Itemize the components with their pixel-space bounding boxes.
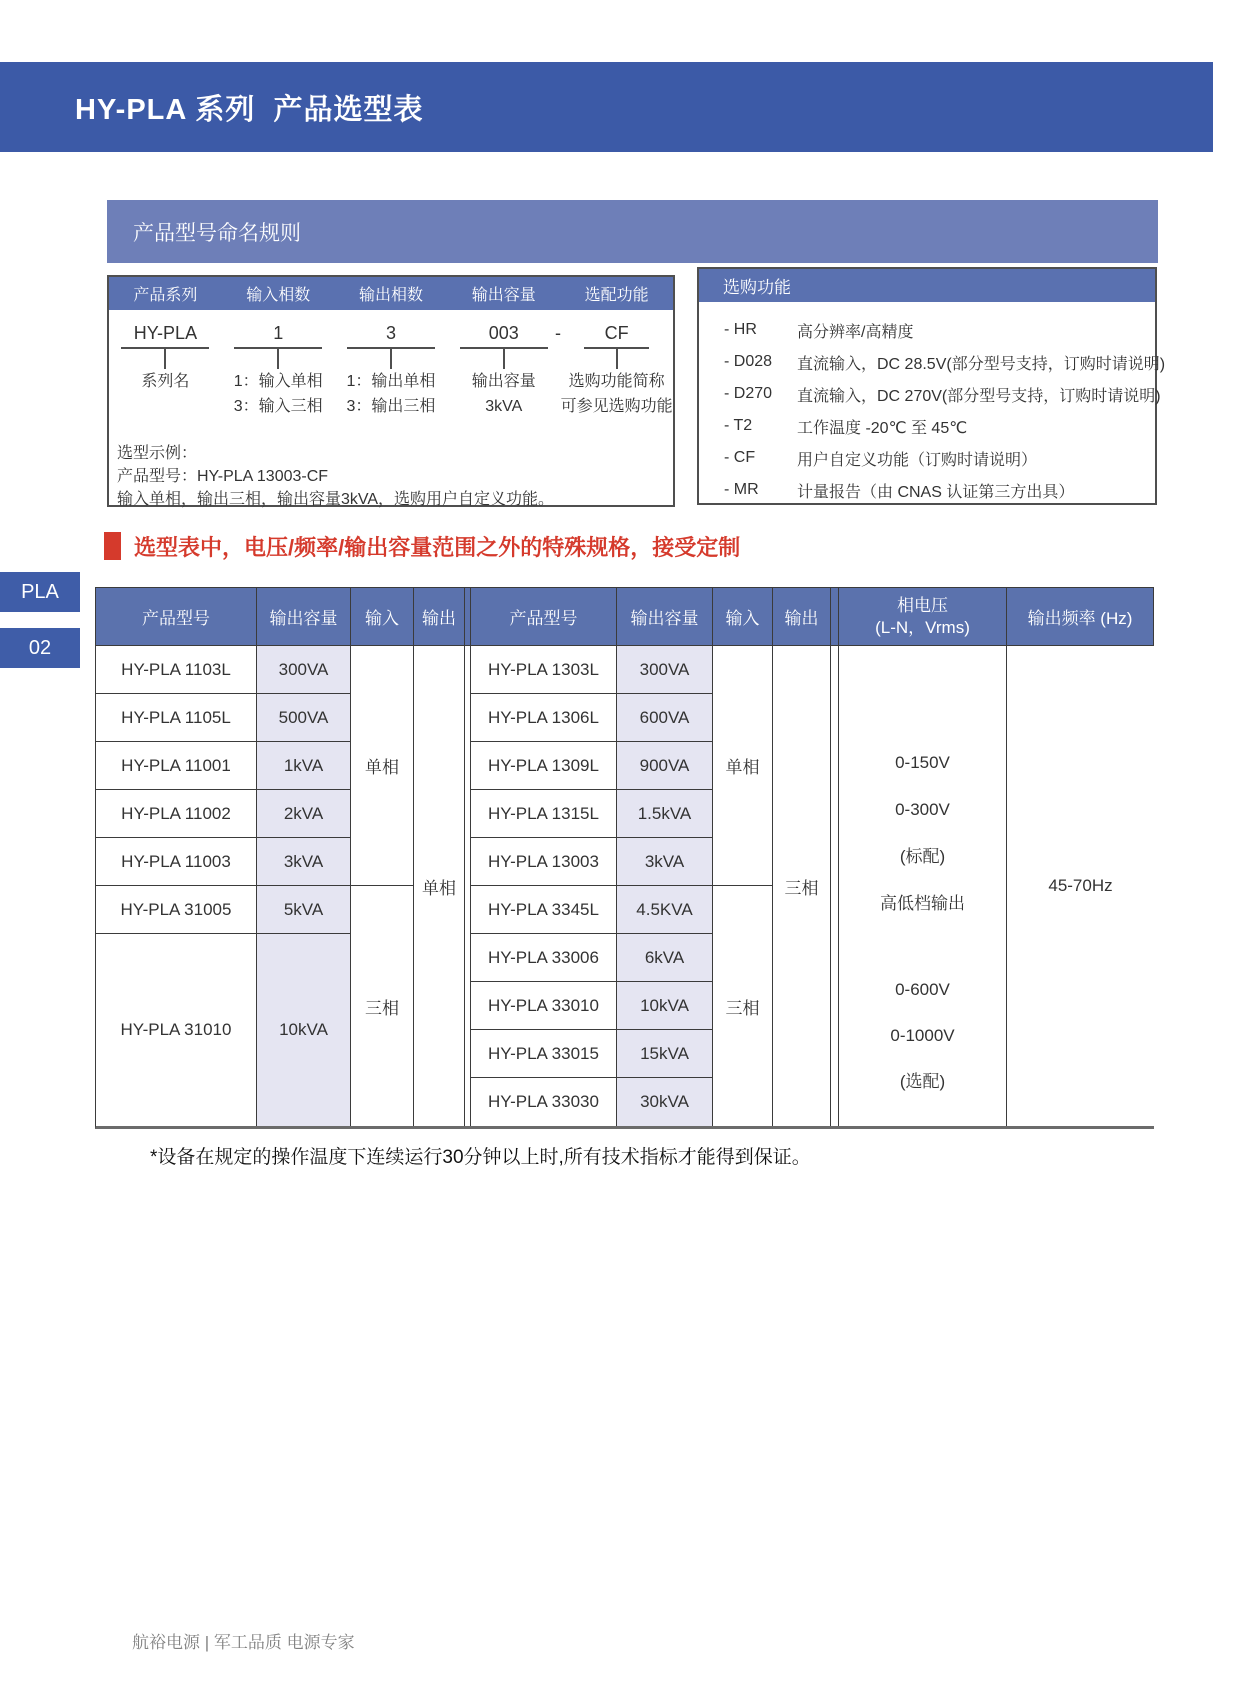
table-cell-capacity: 300VA: [617, 646, 713, 694]
table-cell-capacity: 15kVA: [617, 1030, 713, 1078]
sidebar-tab-series-label: PLA: [21, 580, 59, 603]
col-header-output-right: 输出: [773, 588, 831, 646]
table-cell-frequency: 45-70Hz: [1007, 646, 1154, 1126]
phase-voltage-header-line1: 相电压: [897, 595, 948, 615]
naming-desc: 1：输入单相: [233, 373, 323, 390]
naming-value-input: 1: [273, 323, 284, 343]
option-code: - D270: [724, 385, 773, 402]
option-code: - T2: [724, 417, 753, 434]
optional-features-list: [699, 302, 1166, 506]
naming-col-header-option: 选配功能: [584, 287, 649, 304]
table-cell-capacity: 300VA: [257, 646, 351, 694]
naming-example-line1: 选型示例：: [117, 445, 198, 462]
naming-diagram-col-capacity: [447, 310, 560, 438]
naming-rules-section-header: [107, 200, 1158, 263]
option-item: [724, 442, 1155, 474]
table-cell-model: HY-PLA 3345L: [471, 886, 617, 934]
table-cell-capacity: 2kVA: [257, 790, 351, 838]
option-item: [724, 346, 1166, 378]
table-cell-phase-voltage: [839, 646, 1007, 1126]
naming-table-header-row: [109, 277, 673, 310]
top-banner: [0, 62, 1213, 152]
table-cell-model: HY-PLA 11001: [96, 742, 257, 790]
connector-tick: [390, 349, 392, 369]
table-cell-model: HY-PLA 33030: [471, 1078, 617, 1126]
table-cell-model: HY-PLA 33010: [471, 982, 617, 1030]
naming-dash-separator: -: [555, 323, 561, 343]
table-cell-input-phase: 三相: [351, 886, 414, 1126]
voltage-line: (选配): [899, 1072, 946, 1091]
naming-value-capacity: 003: [488, 323, 519, 343]
optional-features-title: 选购功能: [723, 278, 791, 297]
customization-note: [104, 531, 740, 561]
table-cell-capacity: 5kVA: [257, 886, 351, 934]
option-code: - MR: [724, 481, 759, 498]
table-cell-model: HY-PLA 33006: [471, 934, 617, 982]
col-header-capacity-left: 输出容量: [257, 588, 351, 646]
table-cell-model: HY-PLA 1105L: [96, 694, 257, 742]
naming-rules-box: [107, 275, 675, 507]
table-cell-model: HY-PLA 31005: [96, 886, 257, 934]
phase-voltage-header-line2: (L-N，Vrms): [875, 617, 970, 637]
option-item: [724, 314, 1155, 346]
option-desc: 直流输入，DC 28.5V(部分型号支持，订购时请说明): [797, 355, 1166, 373]
naming-desc: 系列名: [141, 373, 190, 390]
sidebar-tab-page-number: [0, 628, 80, 668]
option-desc: 用户自定义功能（订购时请说明）: [797, 451, 1038, 469]
naming-rules-section-title: 产品型号命名规则: [133, 221, 301, 245]
naming-example-line2: 产品型号：HY-PLA 13003-CF: [117, 468, 329, 485]
table-cell-output-phase: 单相: [414, 646, 465, 1126]
option-desc: 直流输入，DC 270V(部分型号支持，订购时请说明): [797, 387, 1161, 405]
table-cell-capacity: 1.5kVA: [617, 790, 713, 838]
table-cell-input-phase: 单相: [351, 646, 414, 886]
optional-features-header: [699, 269, 1155, 302]
table-cell-capacity: 4.5KVA: [617, 886, 713, 934]
table-cell-output-phase: 三相: [773, 646, 831, 1126]
connector-tick: [164, 349, 166, 369]
table-cell-capacity: 3kVA: [617, 838, 713, 886]
naming-desc: 3kVA: [485, 398, 523, 415]
option-code: - D028: [724, 353, 773, 370]
table-cell-model: HY-PLA 1303L: [471, 646, 617, 694]
col-header-input-left: 输入: [351, 588, 414, 646]
option-desc: 计量报告（由 CNAS 认证第三方出具）: [797, 483, 1075, 501]
voltage-line: 0-600V: [895, 980, 950, 999]
naming-example-line3: 输入单相，输出三相，输出容量3kVA，选购用户自定义功能。: [117, 491, 555, 508]
voltage-line: 0-300V: [895, 800, 950, 819]
option-desc: 工作温度 -20℃ 至 45℃: [797, 419, 968, 437]
table-cell-model: HY-PLA 31010: [96, 934, 257, 1126]
col-header-capacity-right: 输出容量: [617, 588, 713, 646]
table-spacer: [831, 646, 839, 1126]
table-cell-model: HY-PLA 1306L: [471, 694, 617, 742]
option-item: [724, 474, 1155, 506]
option-code: - CF: [724, 449, 756, 466]
table-cell-input-phase: 三相: [713, 886, 773, 1126]
table-cell-model: HY-PLA 1103L: [96, 646, 257, 694]
table-cell-capacity: 3kVA: [257, 838, 351, 886]
naming-desc: 3：输入三相: [233, 398, 323, 415]
naming-diagram-col-output: [335, 310, 448, 438]
naming-value-output: 3: [385, 323, 396, 343]
naming-col-header-series: 产品系列: [133, 287, 198, 304]
optional-features-box: [697, 267, 1166, 505]
table-cell-capacity: 1kVA: [257, 742, 351, 790]
naming-example-block: [109, 438, 673, 511]
sidebar-tab-page-number-label: 02: [28, 636, 52, 659]
table-cell-capacity: 30kVA: [617, 1078, 713, 1126]
selection-table: [95, 587, 1154, 1129]
naming-diagram-col-option: [560, 310, 673, 438]
col-header-frequency: 输出频率 (Hz): [1007, 588, 1154, 646]
naming-desc: 选购功能简称: [568, 373, 665, 390]
naming-desc: 输出容量: [471, 373, 536, 390]
customization-note-text: 选型表中，电压/频率/输出容量范围之外的特殊规格，接受定制: [134, 534, 741, 560]
voltage-line: 高低档输出: [880, 894, 965, 913]
page-title: HY-PLA 系列 产品选型表: [75, 93, 424, 126]
col-header-model-left: 产品型号: [96, 588, 257, 646]
voltage-line: 0-1000V: [890, 1026, 955, 1045]
page-footer: 航裕电源 | 军工品质 电源专家: [132, 1633, 355, 1652]
table-cell-model: HY-PLA 13003: [471, 838, 617, 886]
naming-desc: 3：输出三相: [346, 398, 436, 415]
table-cell-model: HY-PLA 1315L: [471, 790, 617, 838]
table-cell-model: HY-PLA 1309L: [471, 742, 617, 790]
col-header-input-right: 输入: [713, 588, 773, 646]
table-cell-model: HY-PLA 11002: [96, 790, 257, 838]
naming-desc: 可参见选购功能: [560, 398, 673, 415]
naming-col-header-output: 输出相数: [358, 287, 423, 304]
voltage-line: (标配): [899, 847, 946, 866]
option-item: [724, 410, 1155, 442]
naming-diagram-col-series: [109, 310, 222, 438]
option-desc: 高分辨率/高精度: [797, 323, 914, 341]
voltage-line: 0-150V: [895, 753, 950, 772]
col-header-output-left: 输出: [414, 588, 465, 646]
table-cell-capacity: 600VA: [617, 694, 713, 742]
naming-col-header-capacity: 输出容量: [471, 287, 536, 304]
naming-value-option: CF: [604, 323, 629, 343]
red-square-bullet-icon: [104, 532, 121, 560]
table-cell-model: HY-PLA 33015: [471, 1030, 617, 1078]
naming-desc: 1：输出单相: [346, 373, 436, 390]
header-spacer: [831, 588, 839, 646]
naming-col-header-input: 输入相数: [246, 287, 311, 304]
table-cell-input-phase: 单相: [713, 646, 773, 886]
footnote: *设备在规定的操作温度下连续运行30分钟以上时,所有技术指标才能得到保证。: [150, 1147, 811, 1168]
table-cell-capacity: 900VA: [617, 742, 713, 790]
connector-tick: [616, 349, 618, 369]
connector-tick: [503, 349, 505, 369]
table-cell-capacity: 10kVA: [257, 934, 351, 1126]
table-cell-model: HY-PLA 11003: [96, 838, 257, 886]
connector-tick: [277, 349, 279, 369]
option-item: [724, 378, 1161, 410]
sidebar-tab-series: [0, 572, 80, 612]
option-code: - HR: [724, 321, 757, 338]
table-cell-capacity: 500VA: [257, 694, 351, 742]
col-header-phase-voltage: [839, 588, 1007, 646]
naming-diagram-col-input: [222, 310, 335, 438]
table-cell-capacity: 6kVA: [617, 934, 713, 982]
naming-diagram: [109, 310, 673, 438]
naming-value-series: HY-PLA: [133, 323, 198, 343]
table-cell-capacity: 10kVA: [617, 982, 713, 1030]
col-header-model-right: 产品型号: [471, 588, 617, 646]
